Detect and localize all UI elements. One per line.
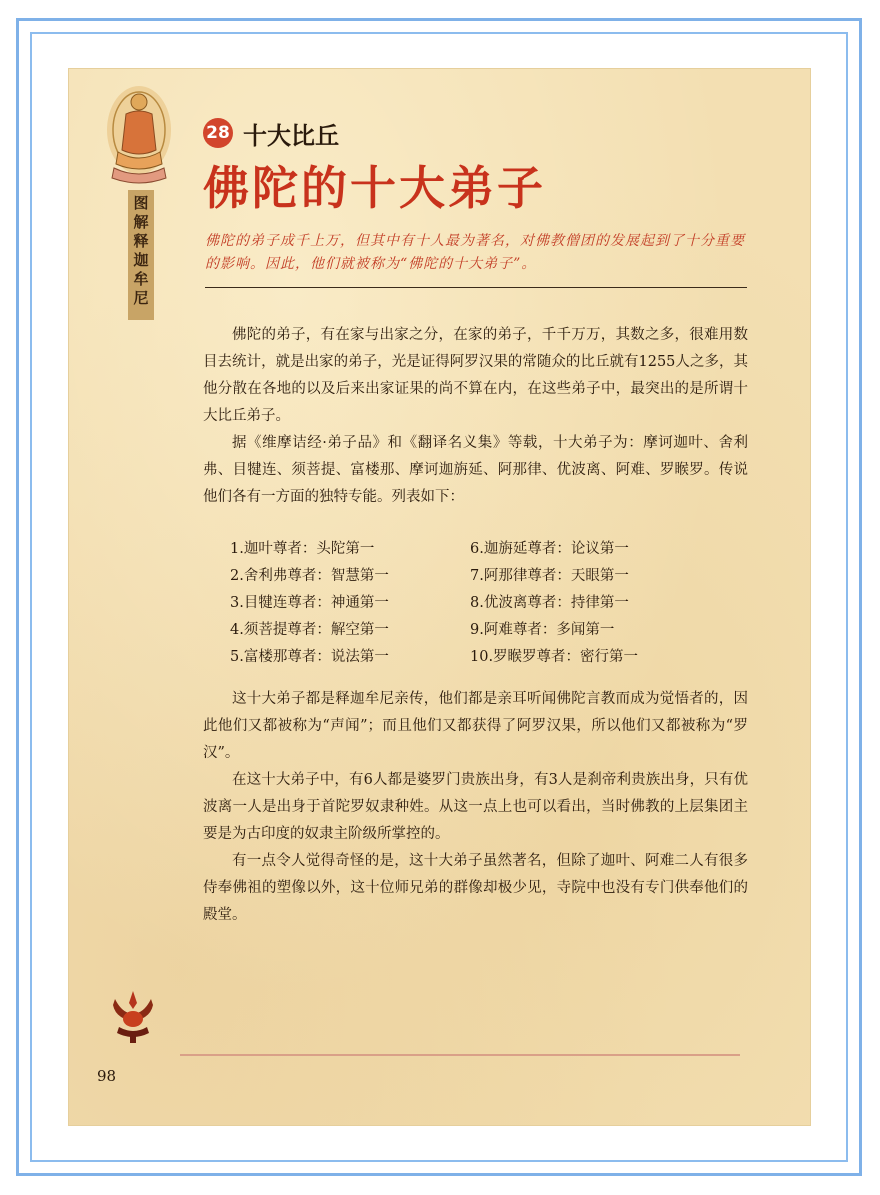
list-item: 8.优波离尊者：持律第一 bbox=[470, 595, 629, 611]
list-item: 3.目犍连尊者：神通第一 bbox=[230, 595, 389, 611]
body-text-bottom bbox=[203, 686, 748, 929]
paragraph: 这十大弟子都是释迦牟尼亲传，他们都是亲耳听闻佛陀言教而成为觉悟者的，因此他们又都被称为“声闻”；而且他们又都获得了阿罗汉果，所以他们又都被称为“罗汉”。 bbox=[203, 691, 748, 761]
disciple-list bbox=[230, 536, 710, 671]
list-item: 2.舍利弗尊者：智慧第一 bbox=[230, 568, 389, 584]
intro-text: 佛陀的弟子成千上万，但其中有十人最为著名，对佛教僧团的发展起到了十分重要的影响。因此，他们就被称为“佛陀的十大弟子”。 bbox=[205, 233, 745, 272]
section-number-badge: 28 bbox=[203, 118, 233, 148]
vertical-title-char: 尼 bbox=[133, 289, 149, 307]
divider bbox=[205, 287, 747, 288]
list-item: 5.富楼那尊者：说法第一 bbox=[230, 649, 389, 665]
footer-divider bbox=[180, 1054, 740, 1056]
paragraph: 佛陀的弟子，有在家与出家之分，在家的弟子，千千万万，其数之多，很难用数目去统计，就是出家的弟子，光是证得阿罗汉果的常随众的比丘就有1255人之多，其他分散在各地的以及后来出家证果的尚不算在内，在这些弟子中，最突出的是所谓十大比丘弟子。 bbox=[203, 327, 748, 424]
paragraph: 据《维摩诘经·弟子品》和《翻译名义集》等载，十大弟子为：摩诃迦叶、舍利弗、目犍连、须菩提、富楼那、摩诃迦旃延、阿那律、优波离、阿难、罗睺罗。传说他们各有一方面的独特专能。列表如下： bbox=[203, 435, 748, 505]
list-item: 9.阿难尊者：多闻第一 bbox=[470, 622, 615, 638]
list-item: 10.罗睺罗尊者：密行第一 bbox=[470, 649, 639, 665]
list-item: 7.阿那律尊者：天眼第一 bbox=[470, 568, 629, 584]
vertical-title-char: 图 bbox=[133, 194, 149, 212]
list-item: 4.须菩提尊者：解空第一 bbox=[230, 622, 389, 638]
vertical-title-char: 牟 bbox=[133, 270, 149, 288]
page-number: 98 bbox=[97, 1067, 117, 1085]
vertical-title-char: 解 bbox=[133, 213, 149, 231]
paragraph: 在这十大弟子中，有6人都是婆罗门贵族出身，有3人是刹帝利贵族出身，只有优波离一人是出身于首陀罗奴隶种姓。从这一点上也可以看出，当时佛教的上层集团主要是为古印度的奴隶主阶级所掌控的。 bbox=[203, 772, 748, 842]
vertical-title-char: 释 bbox=[133, 232, 149, 250]
list-item: 6.迦旃延尊者：论议第一 bbox=[470, 541, 629, 557]
vertical-title-char: 迦 bbox=[133, 251, 149, 269]
page-title: 佛陀的十大弟子 bbox=[203, 161, 546, 215]
vertical-book-title bbox=[128, 190, 154, 320]
section-subtitle: 十大比丘 bbox=[243, 122, 339, 150]
list-item: 1.迦叶尊者：头陀第一 bbox=[230, 541, 375, 557]
paragraph: 有一点令人觉得奇怪的是，这十大弟子虽然著名，但除了迦叶、阿难二人有很多侍奉佛祖的塑像以外，这十位师兄弟的群像却极少见，寺院中也没有专门供奉他们的殿堂。 bbox=[203, 853, 748, 923]
buddha-figure-icon bbox=[104, 80, 174, 190]
body-text-top bbox=[203, 322, 748, 511]
lotus-ornament-icon bbox=[107, 985, 159, 1045]
